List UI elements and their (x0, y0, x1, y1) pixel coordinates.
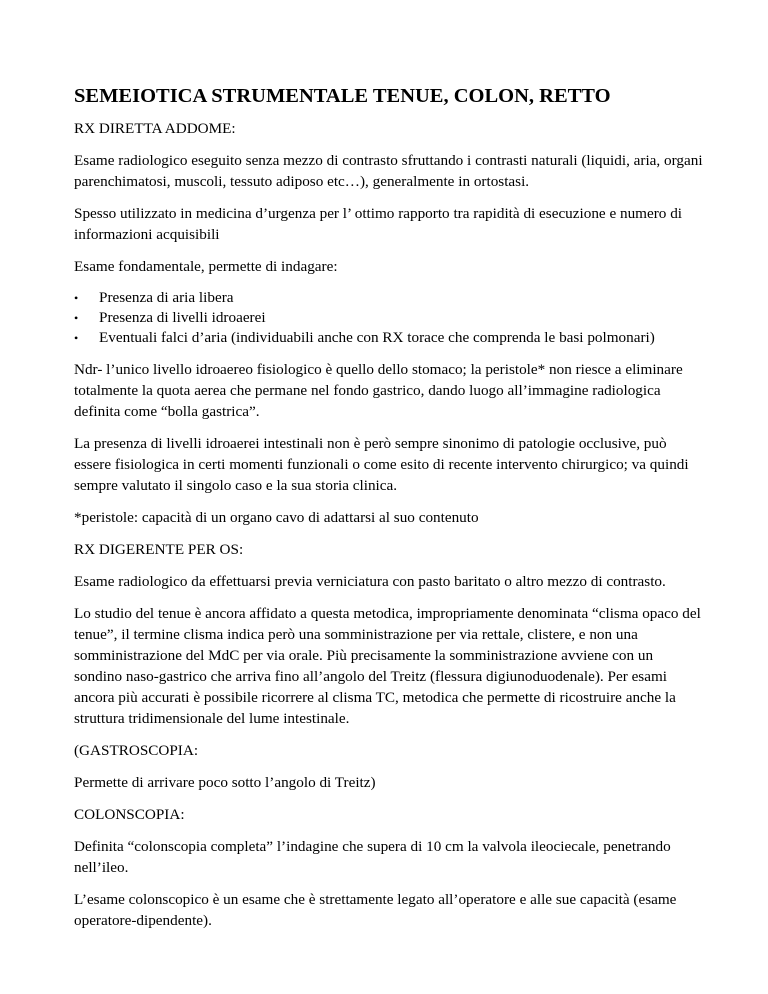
bullet-icon: • (74, 291, 79, 305)
list-item (74, 308, 704, 328)
livelli-idroaerei-paragraph: La presenza di livelli idroaerei intestinali non è però sempre sinonimo di patologie occlusive, può essere fisiologica in certi momenti funzionali o come esito di recente intervento chirurgico; va quindi sempre valutato il singolo caso e la sua storia clinica. (74, 435, 689, 494)
rx-digerente-description: Esame radiologico da effettuarsi previa verniciatura con pasto baritato o altro mezzo di contrasto. (74, 573, 666, 590)
gastroscopia-heading: (GASTROSCOPIA: (74, 742, 199, 759)
rx-diretta-description: Esame radiologico eseguito senza mezzo di contrasto sfruttando i contrasti naturali (liquidi, aria, organi parenchimatosi, muscoli, tessuto adiposo etc…), generalmente in ortostasi. (74, 152, 703, 190)
rx-digerente-heading: RX DIGERENTE PER OS: (74, 541, 244, 558)
rx-diretta-intro-list: Esame fondamentale, permette di indagare: (74, 258, 338, 275)
bullet-icon: • (74, 331, 79, 345)
list-item-text: Eventuali falci d’aria (individuabili anche con RX torace che comprenda le basi polmonari) (99, 329, 655, 346)
list-item (74, 288, 704, 308)
list-item-text: Presenza di aria libera (99, 289, 234, 306)
bullet-icon: • (74, 311, 79, 325)
colonscopia-operator-paragraph: L’esame colonscopico è un esame che è strettamente legato all’operatore e alle sue capacità (esame operatore-dipendente). (74, 891, 677, 929)
peristole-footnote: *peristole: capacità di un organo cavo di adattarsi al suo contenuto (74, 509, 479, 526)
colonscopia-definition: Definita “colonscopia completa” l’indagine che supera di 10 cm la valvola ileociecale, penetrando nell’ileo. (74, 838, 671, 876)
gastroscopia-paragraph: Permette di arrivare poco sotto l’angolo di Treitz) (74, 774, 376, 791)
list-item-text: Presenza di livelli idroaerei (99, 309, 266, 326)
rx-diretta-usage: Spesso utilizzato in medicina d’urgenza per l’ ottimo rapporto tra rapidità di esecuzione e numero di informazioni acquisibili (74, 205, 683, 243)
rx-digerente-tenue-paragraph: Lo studio del tenue è ancora affidato a questa metodica, impropriamente denominata “clisma opaco del tenue”, il termine clisma indica però una somministrazione per via rettale, clistere, e non una somministrazione del MdC per via orale. Più precisamente la somministrazione avviene con un sondino naso-gastrico che arriva fino all’angolo del Treitz (flessura digiunoduodenale). Per esami ancora più accurati è possibile ricorrere al clisma TC, metodica che permette di ricostruire anche la struttura tridimensionale del lume intestinale. (74, 605, 701, 727)
document-title: SEMEIOTICA STRUMENTALE TENUE, COLON, RETTO (74, 85, 611, 107)
indagini-list (74, 288, 704, 348)
rx-diretta-heading: RX DIRETTA ADDOME: (74, 120, 236, 137)
document-page (74, 84, 704, 942)
ndr-paragraph: Ndr- l’unico livello idroaereo fisiologico è quello dello stomaco; la peristole* non riesce a eliminare totalmente la quota aerea che permane nel fondo gastrico, dando luogo all’immagine radiologica definita come “bolla gastrica”. (74, 361, 683, 420)
list-item (74, 328, 704, 348)
colonscopia-heading: COLONSCOPIA: (74, 806, 185, 823)
